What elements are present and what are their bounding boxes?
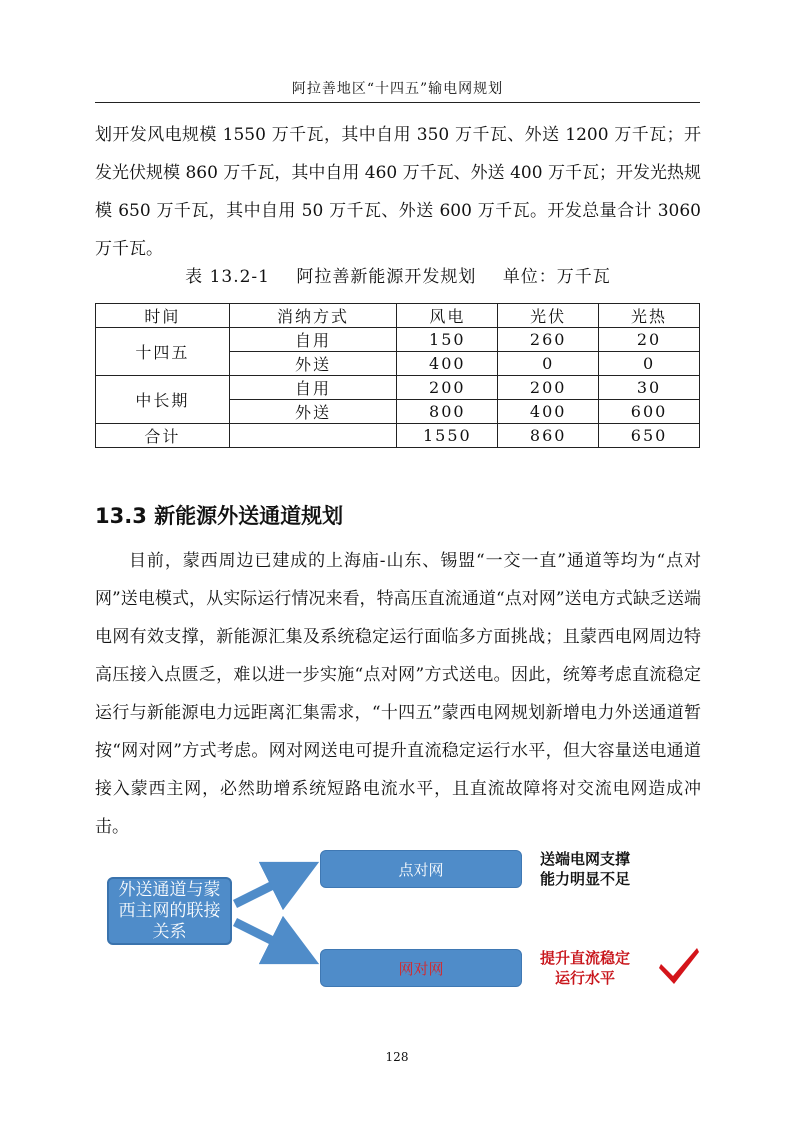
note-line: 运行水平 [555,969,616,987]
total-mode-cell [229,424,397,448]
page-number: 128 [385,1050,409,1064]
wind-cell: 200 [397,376,498,400]
mode-cell: 自用 [229,376,397,400]
section-paragraph: 目前，蒙西周边已建成的上海庙-山东、锡盟“一交一直”通道等均为“点对网”送电模式，从实际运行情况来看，特高压直流通道“点对网”送电方式缺乏送端电网有效支撑，新能源汇集及系统稳定运行面临多方面挑战；且蒙西电网周边特高压接入点匮乏，难以进一步实施“点对网”方式送电。因此，统筹考虑直流稳定运行与新能源电力远距离汇集需求，“十四五”蒙西电网规划新增电力外送通道暂按“网对网”方式考虑。网对网送电可提升直流稳定运行水平，但大容量送电通道接入蒙西主网，必然助增系统短路电流水平，且直流故障将对交流电网造成冲击。 [95,551,701,837]
header-cell: 风电 [397,304,498,328]
pv-cell: 260 [498,328,599,352]
note-line: 提升直流稳定 [540,949,631,967]
csp-cell: 30 [599,376,700,400]
grid-to-grid-box: 网对网 [320,949,522,987]
total-wind-cell: 1550 [397,424,498,448]
table-row [96,376,700,400]
caption-id: 表 13.2-1 [185,267,270,287]
checkmark-icon [657,942,701,986]
mode-cell: 外送 [229,352,397,376]
header-cell: 光热 [599,304,700,328]
header-cell: 光伏 [498,304,599,328]
period-cell: 十四五 [96,328,230,376]
header-title: 阿拉善地区“十四五”输电网规划 [291,81,504,97]
caption-title: 阿拉善新能源开发规划 [296,267,477,287]
table-caption [95,262,701,287]
csp-cell: 0 [599,352,700,376]
total-label-cell: 合计 [96,424,230,448]
period-cell: 中长期 [96,376,230,424]
mode-cell: 外送 [229,400,397,424]
total-csp-cell: 650 [599,424,700,448]
energy-plan-table [95,303,700,448]
csp-cell: 600 [599,400,700,424]
csp-cell: 20 [599,328,700,352]
pv-cell: 400 [498,400,599,424]
arrow-up-icon [235,874,295,904]
wind-cell: 800 [397,400,498,424]
wind-cell: 150 [397,328,498,352]
relation-box: 外送通道与蒙西主网的联接关系 [107,877,232,945]
pv-cell: 200 [498,376,599,400]
pv-cell: 0 [498,352,599,376]
header-cell: 时间 [96,304,230,328]
page-header [95,78,700,103]
table-row [96,328,700,352]
table-total-row [96,424,700,448]
weakness-note [540,849,630,889]
point-to-grid-box: 点对网 [320,850,522,888]
total-pv-cell: 860 [498,424,599,448]
intro-paragraph: 划开发风电规模 1550 万千瓦，其中自用 350 万千瓦、外送 1200 万千瓦；开发光伏规模 860 万千瓦，其中自用 460 万千瓦、外送 400 万千瓦；开发光热规模 650 万千瓦，其中自用 50 万千瓦、外送 600 万千瓦。开发总量合计 3060 万千瓦。 [95,125,701,259]
caption-unit: 单位：万千瓦 [502,267,611,287]
wind-cell: 400 [397,352,498,376]
header-cell: 消纳方式 [229,304,397,328]
table-header-row [96,304,700,328]
note-line: 送端电网支撑 [540,850,631,868]
benefit-note [540,948,630,988]
mode-cell: 自用 [229,328,397,352]
connection-diagram [95,842,705,992]
arrow-down-icon [235,922,295,952]
section-heading: 13.3 新能源外送通道规划 [95,504,344,528]
note-line: 能力明显不足 [540,870,631,888]
